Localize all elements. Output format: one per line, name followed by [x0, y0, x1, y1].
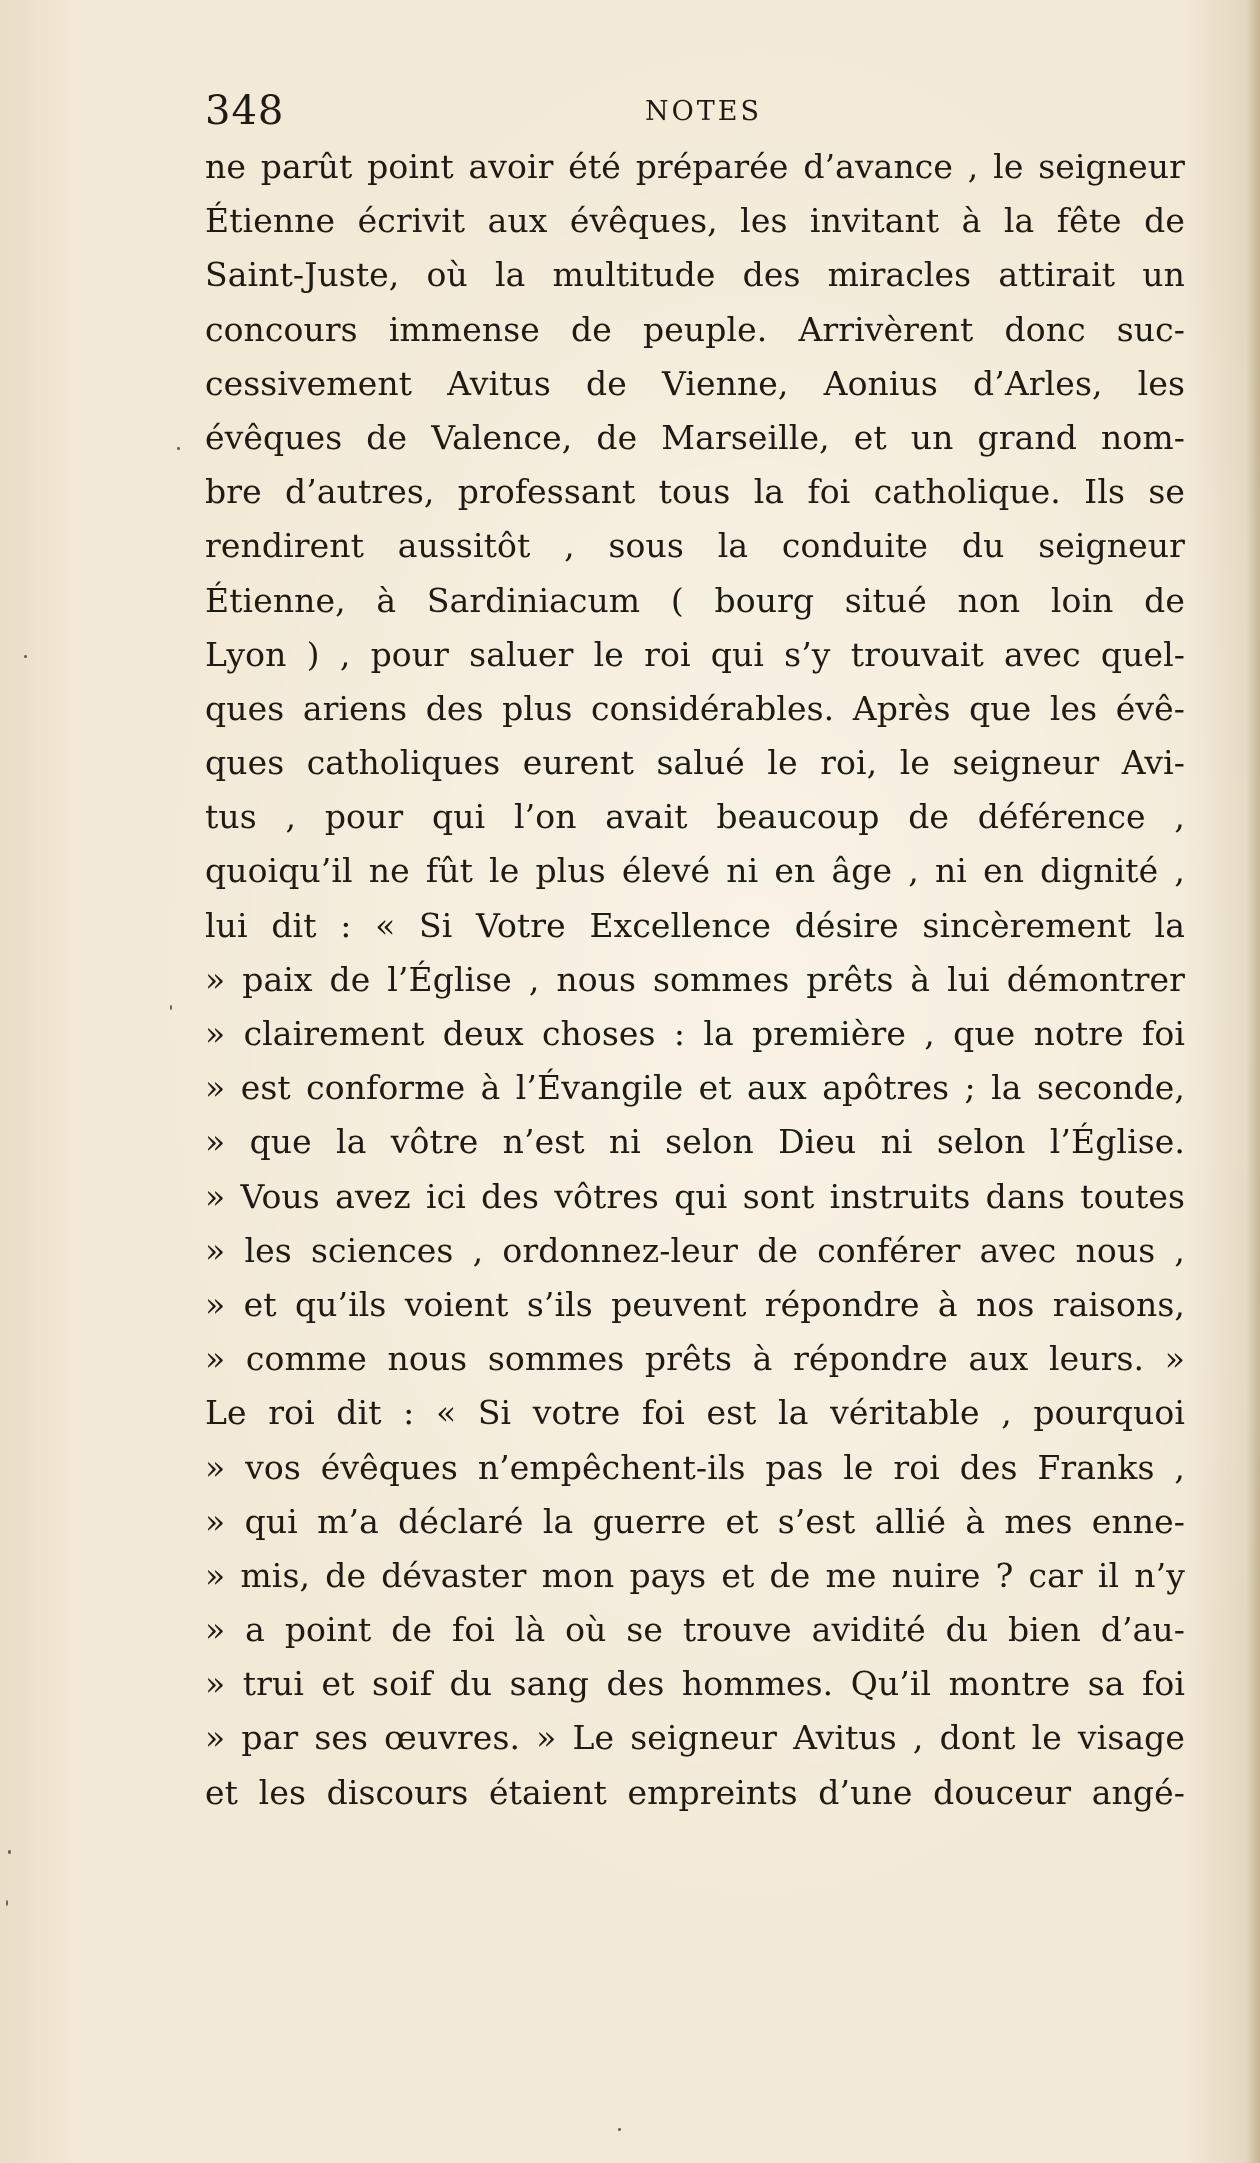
text-line: Étienne écrivit aux évêques, les invitant à la fête de [205, 201, 1185, 241]
page-header [205, 88, 1185, 134]
paper-speck [6, 1900, 8, 1906]
text-line: » comme nous sommes prêts à répondre aux leurs. » [205, 1339, 1185, 1379]
page-number: 348 [205, 88, 285, 134]
paper-speck [8, 1850, 11, 1854]
text-line: » paix de l’Église , nous sommes prêts à lui démontrer [205, 959, 1185, 999]
text-line: » qui m’a déclaré la guerre et s’est allié à mes enne- [205, 1501, 1185, 1541]
text-line: » mis, de dévaster mon pays et de me nuire ? car il n’y [205, 1555, 1185, 1595]
text-line: ques ariens des plus considérables. Après que les évê- [205, 688, 1185, 728]
text-line: ques catholiques eurent salué le roi, le seigneur Avi- [205, 743, 1185, 783]
paper-speck [177, 447, 180, 450]
paper-speck [618, 2128, 621, 2131]
text-line: » et qu’ils voient s’ils peuvent répondre à nos raisons, [205, 1284, 1185, 1324]
text-line: » les sciences , ordonnez-leur de conférer avec nous , [205, 1230, 1185, 1270]
text-line: quoiqu’il ne fût le plus élevé ni en âge , ni en dignité , [205, 851, 1185, 891]
text-line: Le roi dit : « Si votre foi est la véritable , pourquoi [205, 1393, 1185, 1433]
text-line: concours immense de peuple. Arrivèrent donc suc- [205, 309, 1185, 349]
text-line: » a point de foi là où se trouve avidité du bien d’au- [205, 1610, 1185, 1650]
text-line: » est conforme à l’Évangile et aux apôtres ; la seconde, [205, 1068, 1185, 1108]
text-line: » trui et soif du sang des hommes. Qu’il montre sa foi [205, 1664, 1185, 1704]
text-line: » clairement deux choses : la première , que notre foi [205, 1014, 1185, 1053]
text-line: Étienne, à Sardiniacum ( bourg situé non loin de [205, 580, 1185, 620]
text-line: évêques de Valence, de Marseille, et un grand nom- [205, 417, 1185, 457]
text-line: bre d’autres, professant tous la foi catholique. Ils se [205, 472, 1185, 512]
text-line: ne parût point avoir été préparée d’avance , le seigneur [205, 147, 1185, 186]
body-text [205, 140, 1185, 1820]
text-line: Saint-Juste, où la multitude des miracles attirait un [205, 255, 1185, 295]
text-line: » par ses œuvres. » Le seigneur Avitus , dont le visage [205, 1718, 1185, 1758]
text-line: » que la vôtre n’est ni selon Dieu ni selon l’Église. [205, 1122, 1185, 1162]
text-line: cessivement Avitus de Vienne, Aonius d’Arles, les [205, 363, 1185, 403]
text-line: lui dit : « Si Votre Excellence désire sincèrement la [205, 905, 1185, 945]
text-line: rendirent aussitôt , sous la conduite du seigneur [205, 526, 1185, 566]
text-line: et les discours étaient empreints d’une douceur angé- [205, 1772, 1185, 1812]
text-line: » vos évêques n’empêchent-ils pas le roi des Franks , [205, 1447, 1185, 1487]
running-head: NOTES [645, 96, 762, 127]
text-line: Lyon ) , pour saluer le roi qui s’y trouvait avec quel- [205, 634, 1185, 674]
text-line: » Vous avez ici des vôtres qui sont instruits dans toutes [205, 1176, 1185, 1216]
text-line: tus , pour qui l’on avait beaucoup de déférence , [205, 797, 1185, 837]
page-edge-shadow [1246, 0, 1260, 2163]
paper-speck [24, 655, 27, 658]
paper-speck [170, 1005, 172, 1010]
